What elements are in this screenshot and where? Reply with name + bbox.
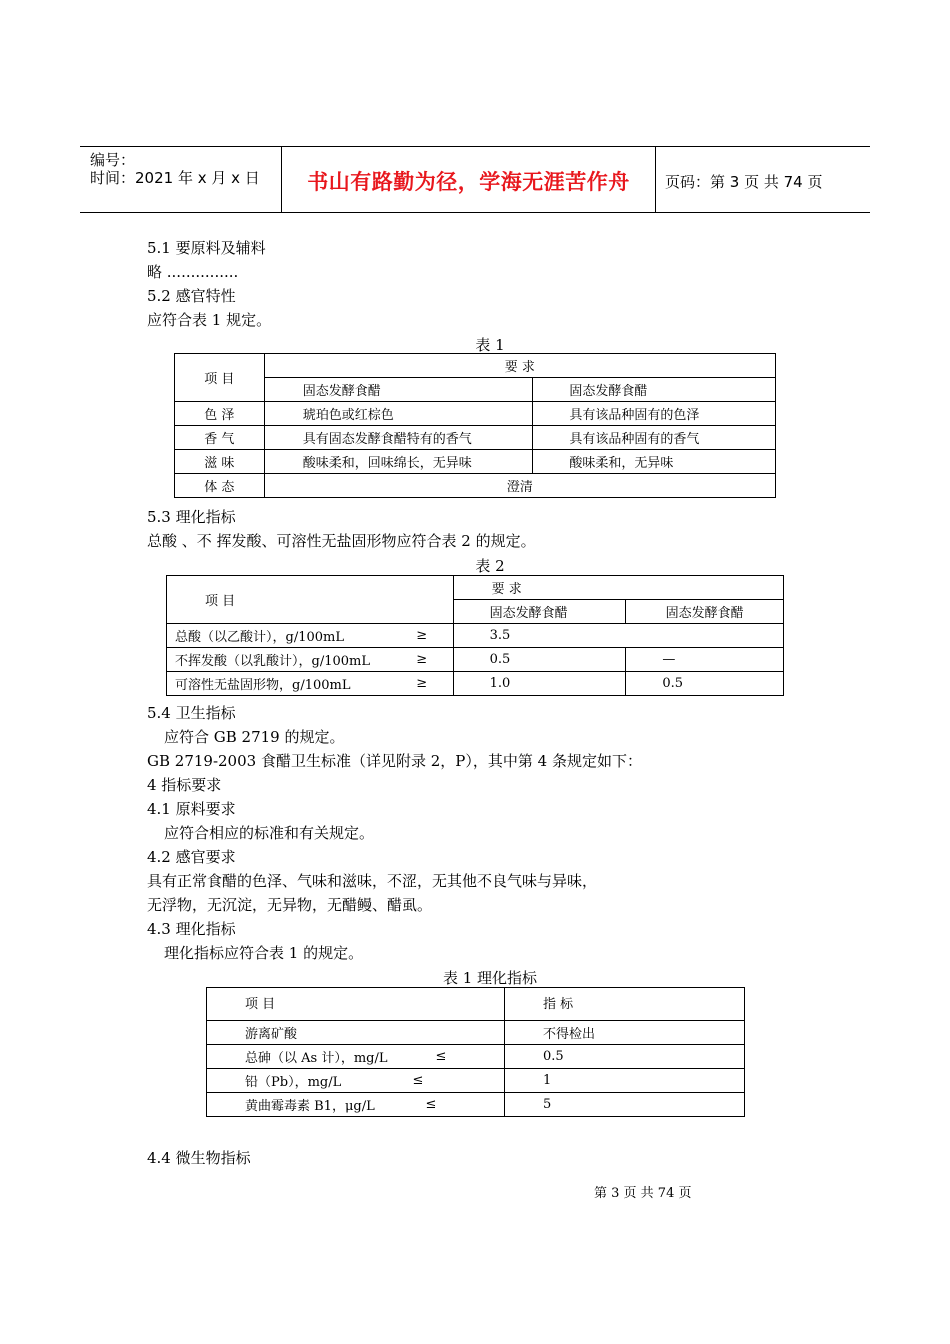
table-cell: 具有该品种固有的香气: [533, 426, 776, 450]
table3-header-indicator: 指 标: [505, 988, 745, 1021]
table-row: [207, 1069, 745, 1093]
table-row: [167, 624, 784, 648]
table-cell: ≥: [416, 624, 453, 648]
table-cell: 总砷（以 As 计），mg/L: [207, 1045, 388, 1069]
header-divider-right: [655, 146, 656, 213]
table-cell: 铅（Pb），mg/L: [207, 1069, 388, 1093]
table-cell: 具有该品种固有的色泽: [533, 402, 776, 426]
table2-header-item: 项 目: [167, 576, 454, 624]
table-cell: ≥: [416, 648, 453, 672]
table-cell: 体 态: [175, 474, 265, 498]
paragraph-gb2719-ref: 应符合 GB 2719 的规定。: [164, 728, 345, 746]
table-cell: 1.0: [453, 672, 626, 696]
table-cell: [388, 1021, 505, 1045]
section-4-heading: 4 指标要求: [147, 776, 222, 794]
table-cell: 不挥发酸（以乳酸计），g/100mL: [167, 648, 417, 672]
table-cell: 澄清: [264, 474, 775, 498]
table3-caption: 表 1 理化指标: [442, 969, 538, 987]
table-row: [207, 988, 745, 1021]
table2-caption: 表 2: [475, 557, 505, 575]
table-row: [175, 426, 776, 450]
table-cell: ≥: [416, 672, 453, 696]
section-5-1-heading: 5.1 要原料及辅料: [147, 239, 266, 257]
table-cell: ≤: [388, 1045, 505, 1069]
table-cell: 1: [505, 1069, 745, 1093]
section-5-3-heading: 5.3 理化指标: [147, 508, 236, 526]
table-cell: 香 气: [175, 426, 265, 450]
table-cell: 总酸（以乙酸计），g/100mL: [167, 624, 417, 648]
table-row: [207, 1045, 745, 1069]
paragraph-gb2719-standard: GB 2719-2003 食醋卫生标准（详见附录 2，P），其中第 4 条规定如下：: [147, 752, 642, 770]
section-5-4-heading: 5.4 卫生指标: [147, 704, 236, 722]
table2-subheader-1: 固态发酵食醋: [453, 600, 626, 624]
table-cell: —: [626, 648, 784, 672]
table-cell: 5: [505, 1093, 745, 1117]
header-bottom-rule: [80, 212, 870, 213]
section-4-3-heading: 4.3 理化指标: [147, 920, 236, 938]
table-cell: 游离矿酸: [207, 1021, 388, 1045]
table1-header-item: 项 目: [175, 354, 265, 402]
table-cell: 0.5: [453, 648, 626, 672]
table2-header-requirement: 要 求: [453, 576, 783, 600]
table1-caption: 表 1: [475, 336, 505, 354]
table3-header-item: 项 目: [207, 988, 505, 1021]
paragraph-table2-ref: 总酸 、不 挥发酸、可溶性无盐固形物应符合表 2 的规定。: [147, 532, 536, 550]
table1-header-requirement: 要 求: [264, 354, 775, 378]
paragraph-physicochemical: 理化指标应符合表 1 的规定。: [164, 944, 364, 962]
table-row: [175, 402, 776, 426]
table1-subheader-2: 固态发酵食醋: [533, 378, 776, 402]
table-row: [167, 576, 784, 600]
table-cell: 具有固态发酵食醋特有的香气: [264, 426, 533, 450]
table-row: [207, 1093, 745, 1117]
section-4-1-heading: 4.1 原料要求: [147, 800, 236, 818]
page-footer: 第 3 页 共 74 页: [594, 1186, 692, 1201]
section-4-2-heading: 4.2 感官要求: [147, 848, 236, 866]
paragraph-sensory-1: 具有正常食醋的色泽、气味和滋味，不涩，无其他不良气味与异味，: [147, 872, 598, 890]
table-cell: 酸味柔和，回味绵长，无异味: [264, 450, 533, 474]
table-cell: 黄曲霉毒素 B1，μg/L: [207, 1093, 388, 1117]
table-cell: 酸味柔和，无异味: [533, 450, 776, 474]
table-cell: 滋 味: [175, 450, 265, 474]
table-cell: 0.5: [626, 672, 784, 696]
paragraph-table1-ref: 应符合表 1 规定。: [147, 311, 272, 329]
table-physicochemical: [166, 575, 784, 696]
table-cell: 琥珀色或红棕色: [264, 402, 533, 426]
table-cell: 可溶性无盐固形物，g/100mL: [167, 672, 417, 696]
table-cell: 0.5: [505, 1045, 745, 1069]
table-row: [175, 474, 776, 498]
table-cell: ≤: [388, 1069, 505, 1093]
serial-label: 编号：: [90, 151, 136, 169]
omitted-text: 略 ...............: [147, 263, 239, 281]
paragraph-sensory-2: 无浮物，无沉淀，无异物，无醋鳗、醋虱。: [147, 896, 433, 914]
table-row: [175, 378, 776, 402]
page-number-label: 页码：第 3 页 共 74 页: [665, 173, 823, 191]
section-4-4-heading: 4.4 微生物指标: [147, 1149, 251, 1167]
table-row: [167, 648, 784, 672]
table-row: [207, 1021, 745, 1045]
table-cell: 3.5: [453, 624, 783, 648]
table-row: [167, 672, 784, 696]
paragraph-raw-material: 应符合相应的标准和有关规定。: [164, 824, 375, 842]
table-cell: ≤: [388, 1093, 505, 1117]
time-label: 时间：2021 年 x 月 x 日: [90, 169, 260, 187]
table-row: [175, 354, 776, 378]
table-sensory: [174, 353, 776, 498]
table1-subheader-1: 固态发酵食醋: [264, 378, 533, 402]
header-top-rule: [80, 146, 870, 147]
table2-subheader-2: 固态发酵食醋: [626, 600, 784, 624]
table-cell: 不得检出: [505, 1021, 745, 1045]
motto-title: 书山有路勤为径，学海无涯苦作舟: [307, 170, 630, 194]
table-hygiene-indicators: [206, 987, 745, 1117]
section-5-2-heading: 5.2 感官特性: [147, 287, 236, 305]
table-cell: 色 泽: [175, 402, 265, 426]
table-row: [175, 450, 776, 474]
